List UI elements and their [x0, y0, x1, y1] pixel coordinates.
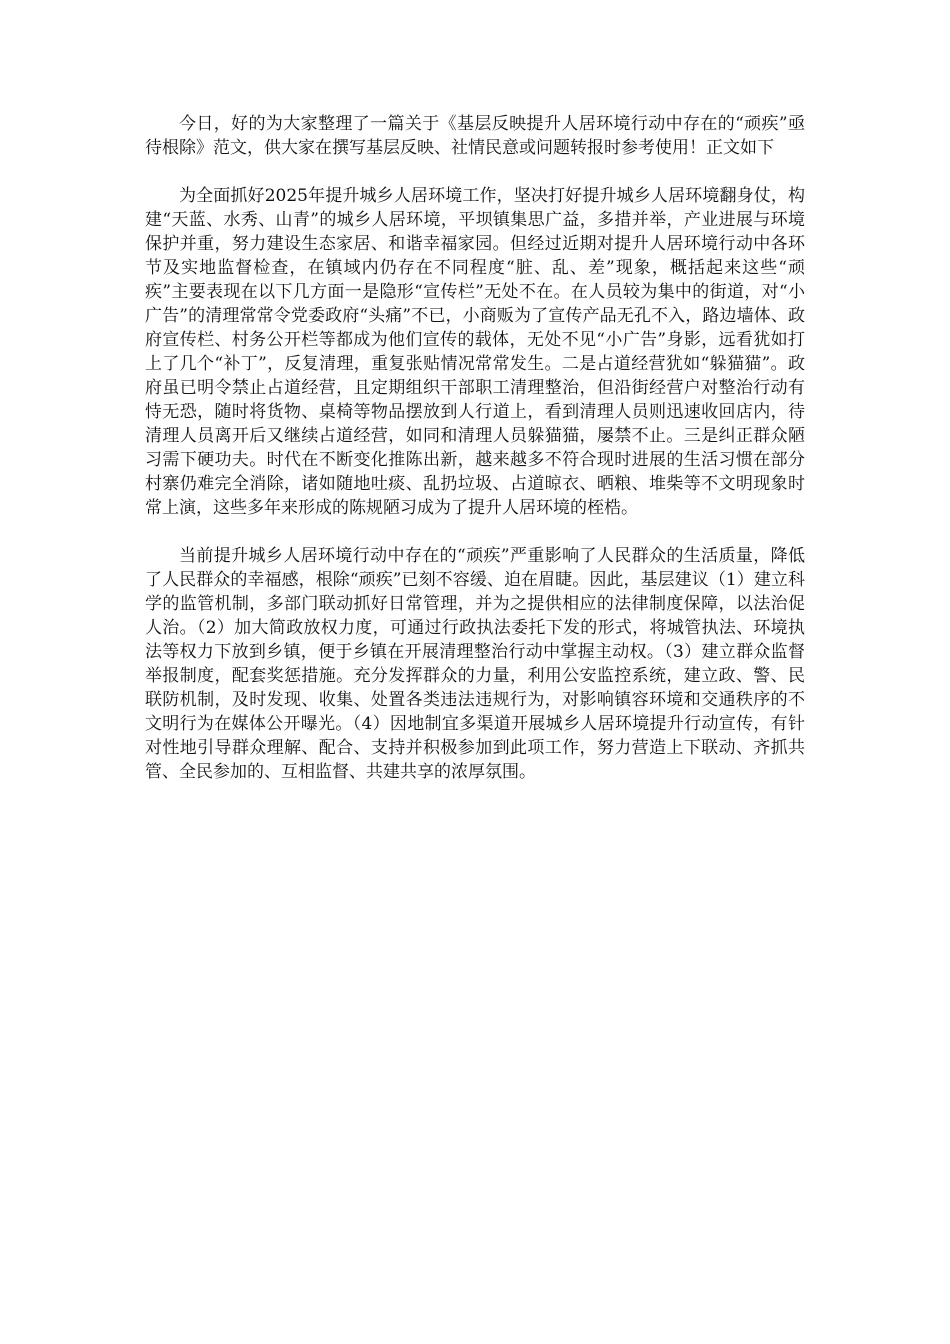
- intro-paragraph: 今日，好的为大家整理了一篇关于《基层反映提升人居环境行动中存在的“顽疾”亟待根除》范文，供大家在撰写基层反映、社情民意或问题转报时参考使用！正文如下: [145, 114, 805, 158]
- document-body: [145, 112, 805, 808]
- body-paragraph-1: 为全面抓好2025年提升城乡人居环境工作，坚决打好提升城乡人居环境翻身仗，构建“天蓝、水秀、山青”的城乡人居环境，平坝镇集思广益，多措并举，产业进展与环境保护并重，努力建设生态家居、和谐幸福家园。但经过近期对提升人居环境行动中各环节及实地监督检查，在镇域内仍存在不同程度“脏、乱、差”现象，概括起来这些“顽疾”主要表现在以下几方面一是隐形“宣传栏”无处不在。在人员较为集中的街道，对“小广告”的清理常常令党委政府“头痛”不已，小商贩为了宣传产品无孔不入，路边墙体、政府宣传栏、村务公开栏等都成为他们宣传的载体，无处不见“小广告”身影，远看犹如打上了几个“补丁”，反复清理，重复张贴情况常常发生。二是占道经营犹如“躲猫猫”。政府虽已明令禁止占道经营，且定期组织干部职工清理整治，但沿街经营户对整治行动有恃无恐，随时将货物、桌椅等物品摆放到人行道上，看到清理人员则迅速收回店内，待清理人员离开后又继续占道经营，如同和清理人员躲猫猫，屡禁不止。三是纠正群众陋习需下硬功夫。时代在不断变化推陈出新，越来越多不符合现时进展的生活习惯在部分村寨仍难完全消除，诸如随地吐痰、乱扔垃圾、占道晾衣、晒粮、堆柴等不文明现象时常上演，这些多年来形成的陈规陋习成为了提升人居环境的桎梏。: [145, 186, 805, 518]
- body-paragraph-2: 当前提升城乡人居环境行动中存在的“顽疾”严重影响了人民群众的生活质量，降低了人民群众的幸福感，根除“顽疾”已刻不容缓、迫在眉睫。因此，基层建议（1）建立科学的监管机制，多部门联动抓好日常管理，并为之提供相应的法律制度保障，以法治促人治。（2）加大简政放权力度，可通过行政执法委托下发的形式，将城管执法、环境执法等权力下放到乡镇，便于乡镇在开展清理整治行动中掌握主动权。（3）建立群众监督举报制度，配套奖惩措施。充分发挥群众的力量，利用公安监控系统，建立政、警、民联防机制，及时发现、收集、处置各类违法违规行为，对影响镇容环境和交通秩序的不文明行为在媒体公开曝光。（4）因地制宜多渠道开展城乡人居环境提升行动宣传，有针对性地引导群众理解、配合、支持并积极参加到此项工作，努力营造上下联动、齐抓共管、全民参加的、互相监督、共建共享的浓厚氛围。: [145, 546, 805, 782]
